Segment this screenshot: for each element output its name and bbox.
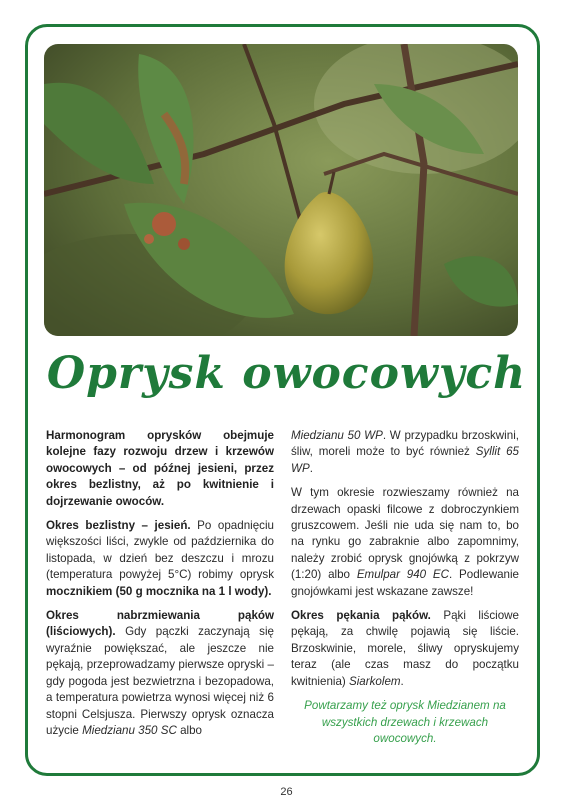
pekania-paragraph: Okres pękania pąków. Pąki liściowe pękają, za chwilę pojawią się liście. Brzoskwinie, morele, śliwy opryskujemy teraz (ale czas masz do początku kwitnienia) Siarkolem. <box>291 609 519 688</box>
page-number: 26 <box>280 786 293 798</box>
pear-tree-photo <box>44 44 518 336</box>
green-note: Powtarzamy też oprysk Miedzianem na wszystkich drzewach i krzewach owocowych. <box>304 699 506 745</box>
right-column <box>291 428 519 755</box>
page-title: Oprysk owocowych <box>46 348 527 399</box>
bezlistny-paragraph: Okres bezlistny – jesień. Po opadnięciu większości liści, zwykle od października do listopada, w dzień bez deszczu i mrozu (temperatura powyżej 5°C) robimy oprysk mocznikiem (50 g mocznika na 1 l wody). <box>46 519 274 598</box>
opaski-paragraph: W tym okresie rozwieszamy również na drzewach opaski filcowe z dobroczynkiem gruszcowem. Jeśli nie uda się nam to, bo na rynku go zabraknie albo zapomnimy, należy zrobić oprysk gnojówką z pokrzyw (1:20) albo Emulpar 940 EC. Podlewanie gnojówkami jest wskazane zawsze! <box>291 486 519 598</box>
nabrzmiewania-paragraph: Okres nabrzmiewania pąków (liściowych). Gdy pączki zaczynają się wyraźnie powiększać, ale jeszcze nie pękają, przeprowadzamy pierwsze opryski – gdy pogoda jest bezwietrzna i bezopadowa, a temperatura powietrza wynosi więcej niż 6 stopni Celsjusza. Pierwszy oprysk oznacza użycie Miedzianu 350 SC albo <box>46 609 274 737</box>
left-column <box>46 428 274 747</box>
intro-paragraph: Harmonogram oprysków obejmuje kolejne fazy rozwoju drzew i krzewów owocowych – od późnej jesieni, przez okres bezlistny, aż po kwitnienie i dojrzewanie owoców. <box>46 429 274 508</box>
continuation-paragraph: Miedzianu 50 WP. W przypadku brzoskwini, śliw, moreli może to być również Syllit 65 WP. <box>291 429 519 475</box>
